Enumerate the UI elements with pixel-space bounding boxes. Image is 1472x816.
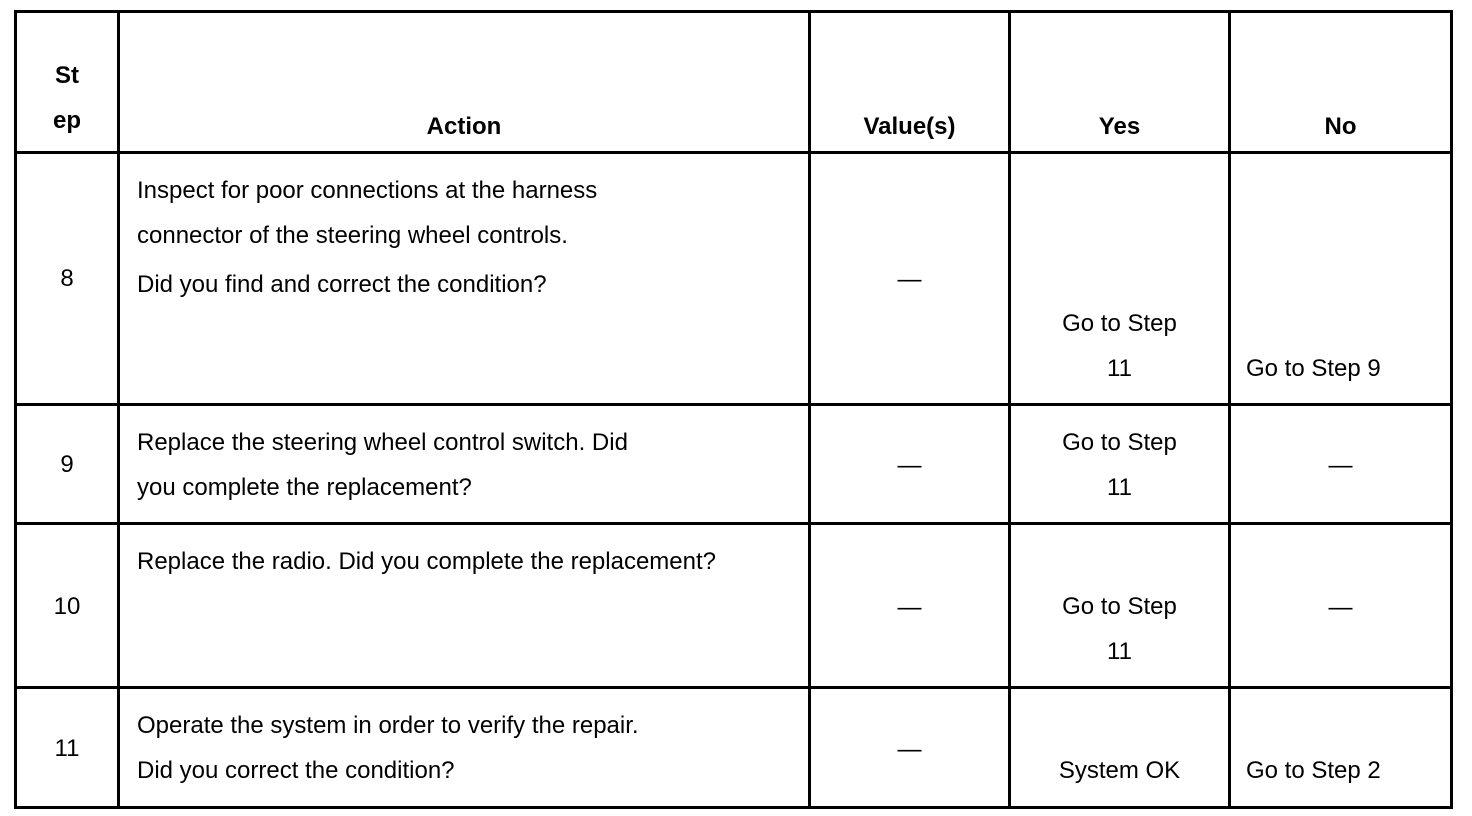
header-step-line1: St	[55, 62, 79, 89]
header-values: Value(s)	[810, 12, 1010, 153]
action-line: Inspect for poor connections at the harness	[137, 177, 598, 204]
header-row	[16, 12, 1452, 153]
table-row	[16, 688, 1452, 808]
no-text: —	[1328, 452, 1353, 479]
value-cell	[810, 405, 1010, 524]
action-line: Operate the system in order to verify the repair.	[137, 712, 639, 739]
yes-line: Go to Step	[1062, 310, 1177, 337]
action-cell	[119, 405, 810, 524]
action-line: Replace the radio. Did you complete the replacement?	[137, 548, 716, 575]
value-cell	[810, 688, 1010, 808]
yes-cell	[1010, 688, 1230, 808]
action-line: Did you correct the condition?	[137, 757, 455, 784]
yes-line: Go to Step	[1062, 593, 1177, 620]
action-cell	[119, 153, 810, 405]
no-cell	[1230, 688, 1452, 808]
no-cell	[1230, 405, 1452, 524]
header-yes: Yes	[1010, 12, 1230, 153]
step-cell	[16, 688, 119, 808]
value-text: —	[897, 452, 922, 479]
action-line: connector of the steering wheel controls.	[137, 222, 568, 249]
step-cell	[16, 405, 119, 524]
step-number: 8	[60, 265, 74, 292]
value-text: —	[897, 594, 922, 621]
yes-line: Go to Step	[1062, 429, 1177, 456]
no-text: Go to Step 9	[1246, 355, 1381, 382]
action-line: you complete the replacement?	[137, 474, 472, 501]
value-cell	[810, 524, 1010, 688]
yes-line: System OK	[1058, 757, 1181, 784]
step-cell	[16, 524, 119, 688]
diagnostic-table	[14, 10, 1453, 809]
value-text: —	[897, 736, 922, 763]
no-text: —	[1328, 594, 1353, 621]
header-no: No	[1230, 12, 1452, 153]
action-line: Did you find and correct the condition?	[137, 271, 547, 298]
header-action: Action	[119, 12, 810, 153]
no-cell	[1230, 524, 1452, 688]
value-cell	[810, 153, 1010, 405]
action-cell	[119, 524, 810, 688]
header-step	[16, 12, 119, 153]
no-cell	[1230, 153, 1452, 405]
table-row	[16, 524, 1452, 688]
step-number: 11	[54, 735, 80, 762]
step-number: 10	[53, 593, 81, 620]
yes-line: 11	[1107, 474, 1132, 501]
step-number: 9	[60, 451, 74, 478]
yes-cell	[1010, 524, 1230, 688]
yes-cell	[1010, 405, 1230, 524]
yes-cell	[1010, 153, 1230, 405]
value-text: —	[897, 266, 922, 293]
table-row	[16, 153, 1452, 405]
yes-line: 11	[1107, 638, 1132, 665]
step-cell	[16, 153, 119, 405]
table-row	[16, 405, 1452, 524]
action-cell	[119, 688, 810, 808]
no-text: Go to Step 2	[1246, 757, 1381, 784]
header-step-line2: ep	[52, 107, 81, 134]
action-line: Replace the steering wheel control switch. Did	[137, 429, 628, 456]
yes-line: 11	[1107, 355, 1132, 382]
